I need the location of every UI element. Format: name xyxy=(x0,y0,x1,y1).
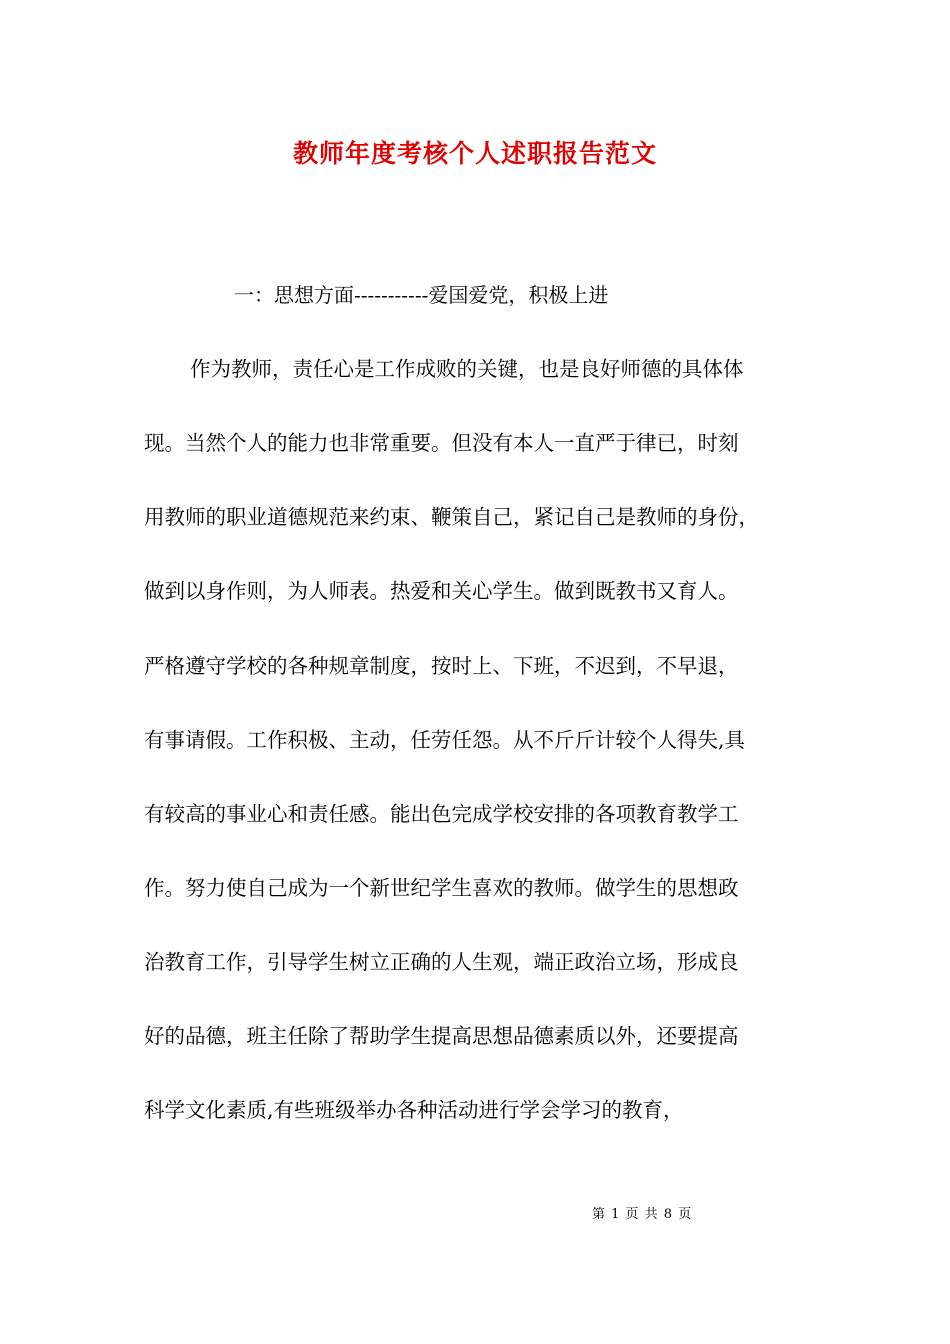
body-line: 做到以身作则，为人师表。热爱和关心学生。做到既教书又育人。 xyxy=(144,579,739,603)
body-line: 严格遵守学校的各种规章制度，按时上、下班，不迟到，不早退， xyxy=(144,654,739,678)
page-number-footer: 第 1 页 共 8 页 xyxy=(592,1207,693,1222)
body-line: 治教育工作，引导学生树立正确的人生观，端正政治立场，形成良 xyxy=(144,950,739,974)
body-line: 有较高的事业心和责任感。能出色完成学校安排的各项教育教学工 xyxy=(144,802,739,826)
body-line: 用教师的职业道德规范来约束、鞭策自己，紧记自己是教师的身份， xyxy=(144,505,759,529)
document-title: 教师年度考核个人述职报告范文 xyxy=(292,139,657,168)
body-line: 作。努力使自己成为一个新世纪学生喜欢的教师。做学生的思想政 xyxy=(144,876,739,900)
section-heading: 一：思想方面-----------爱国爱党，积极上进 xyxy=(234,283,609,307)
body-line: 好的品德，班主任除了帮助学生提高思想品德素质以外，还要提高 xyxy=(144,1024,739,1048)
body-line: 有事请假。工作积极、主动，任劳任怨。从不斤斤计较个人得失,具 xyxy=(144,728,746,752)
body-line: 作为教师，责任心是工作成败的关键，也是良好师德的具体体 xyxy=(190,357,744,381)
body-line: 科学文化素质,有些班级举办各种活动进行学会学习的教育， xyxy=(144,1098,684,1122)
body-line: 现。当然个人的能力也非常重要。但没有本人一直严于律已，时刻 xyxy=(144,431,739,455)
